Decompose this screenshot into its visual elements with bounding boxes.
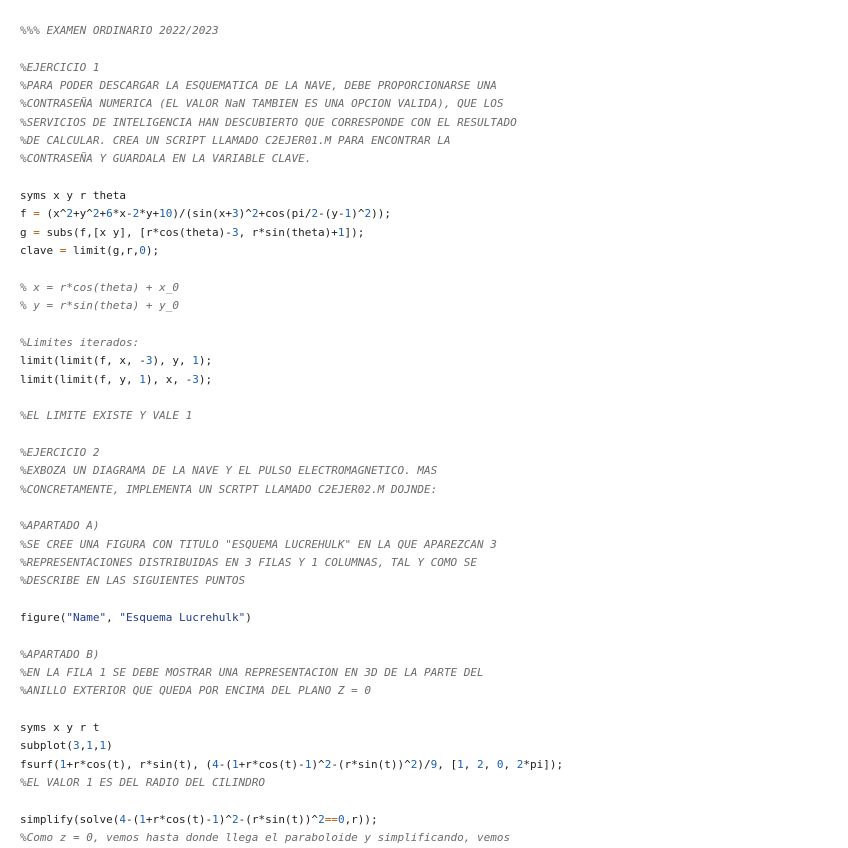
code-token: , <box>483 757 497 771</box>
code-token: ); <box>145 244 160 258</box>
code-token: subplot( <box>20 739 73 753</box>
code-line[interactable] <box>20 646 848 664</box>
code-line[interactable] <box>20 40 848 58</box>
code-token: +cos(pi/ <box>258 207 312 221</box>
code-comment: %EJERCICIO 1 <box>20 60 100 74</box>
code-line[interactable] <box>20 352 848 370</box>
code-token: ); <box>198 372 213 386</box>
code-token: 2 <box>132 207 140 221</box>
code-comment: %Como z = 0, vemos hasta donde llega el paraboloide y simplificando, vemos <box>20 831 511 845</box>
code-token: 0 <box>337 812 345 826</box>
code-line[interactable] <box>20 811 848 829</box>
code-comment: %APARTADO A) <box>20 519 100 533</box>
code-token: (x^ <box>39 207 67 221</box>
code-comment: %EN LA FILA 1 SE DEBE MOSTRAR UNA REPRESENTACION EN 3D DE LA PARTE DEL <box>20 666 484 680</box>
code-token: 2 <box>231 812 239 826</box>
code-comment: %EL LIMITE EXISTE Y VALE 1 <box>20 409 193 423</box>
code-line[interactable] <box>20 260 848 278</box>
code-token: 0 <box>139 244 146 258</box>
code-token: 1 <box>139 372 146 386</box>
code-line[interactable] <box>20 664 848 682</box>
code-token: -( <box>125 812 140 826</box>
code-token: *x- <box>112 207 133 221</box>
code-token: clave <box>20 244 60 258</box>
code-token: 1 <box>192 354 199 368</box>
code-token: 3 <box>231 207 239 221</box>
code-token: syms x y r t <box>20 721 100 735</box>
code-token: = <box>59 244 67 258</box>
code-token: 2 <box>364 207 372 221</box>
code-token: 1 <box>86 739 93 753</box>
code-token: 2 <box>410 757 418 771</box>
code-token: 10 <box>159 207 173 221</box>
code-token: , <box>79 739 87 753</box>
code-token: 3 <box>72 739 80 753</box>
code-comment: %DE CALCULAR. CREA UN SCRIPT LLAMADO C2EJER01.M PARA ENCONTRAR LA <box>20 134 451 148</box>
code-token: 1 <box>344 207 352 221</box>
code-token: 2 <box>324 757 332 771</box>
code-line[interactable] <box>20 150 848 168</box>
code-token: 2 <box>251 207 259 221</box>
code-token: = <box>33 207 40 221</box>
code-line[interactable] <box>20 701 848 719</box>
code-token: )^ <box>238 207 252 221</box>
code-token: 3 <box>145 354 153 368</box>
code-line[interactable] <box>20 517 848 535</box>
code-comment: % y = r*sin(theta) + y_0 <box>20 299 179 313</box>
code-comment: %PARA PODER DESCARGAR LA ESQUEMATICA DE LA NAVE, DEBE PROPORCIONARSE UNA <box>20 79 497 93</box>
code-comment: %CONCRETAMENTE, IMPLEMENTA UN SCRTPT LLAMADO C2EJER02.M DOJNDE: <box>20 482 438 496</box>
code-line[interactable] <box>20 499 848 517</box>
code-comment: %CONTRASEÑA Y GUARDALA EN LA VARIABLE CLAVE. <box>20 152 312 166</box>
code-line[interactable] <box>20 774 848 792</box>
code-token: 2 <box>311 207 319 221</box>
code-token: limit(limit(f, y, <box>20 372 140 386</box>
code-token: +r*cos(t)- <box>238 757 305 771</box>
code-comment: %APARTADO B) <box>20 647 100 661</box>
code-token: -( <box>218 757 232 771</box>
code-token: syms x y r theta <box>20 189 126 203</box>
code-line[interactable] <box>20 756 848 774</box>
code-token: 2 <box>516 757 524 771</box>
code-line[interactable] <box>20 132 848 150</box>
code-token: *y+ <box>139 207 160 221</box>
code-comment: %EL VALOR 1 ES DEL RADIO DEL CILINDRO <box>20 776 266 790</box>
code-line[interactable] <box>20 95 848 113</box>
code-token: -(r*sin(t))^ <box>238 812 319 826</box>
code-comment: %ANILLO EXTERIOR QUE QUEDA POR ENCIMA DEL PLANO Z = 0 <box>20 684 371 698</box>
code-line[interactable] <box>20 389 848 407</box>
code-token: 1 <box>337 225 345 239</box>
code-line[interactable] <box>20 334 848 352</box>
code-line[interactable] <box>20 407 848 425</box>
code-token: 6 <box>106 207 113 221</box>
code-token: 4 <box>119 812 126 826</box>
code-line[interactable] <box>20 77 848 95</box>
code-token: 2 <box>92 207 100 221</box>
code-token: 2 <box>477 757 484 771</box>
code-token: +r*cos(t), r*sin(t), ( <box>66 757 213 771</box>
code-token: , r*sin(theta)+ <box>238 225 338 239</box>
code-line[interactable] <box>20 297 848 315</box>
code-comment: %REPRESENTACIONES DISTRIBUIDAS EN 3 FILAS Y 1 COLUMNAS, TAL Y COMO SE <box>20 555 477 569</box>
code-line[interactable] <box>20 627 848 645</box>
code-comment: %%% EXAMEN ORDINARIO 2022/2023 <box>20 24 219 37</box>
code-token: ,r)); <box>344 812 378 826</box>
code-token: subs(f,[x y], [r*cos(theta)- <box>39 225 232 239</box>
code-line[interactable] <box>20 829 848 847</box>
code-token: ), x, - <box>145 372 193 386</box>
code-token: 1 <box>212 812 219 826</box>
code-token: , <box>503 757 517 771</box>
code-token: ); <box>198 354 213 368</box>
code-token: )); <box>371 207 391 221</box>
code-line[interactable] <box>20 22 848 40</box>
code-token: 2 <box>318 812 325 826</box>
code-line[interactable] <box>20 371 848 389</box>
code-line[interactable] <box>20 682 848 700</box>
code-token: ) <box>106 739 113 753</box>
code-comment: %EJERCICIO 2 <box>20 445 100 459</box>
code-token: f <box>20 207 34 221</box>
code-token: "Esquema Lucrehulk" <box>119 611 246 624</box>
code-token: )^ <box>218 812 232 826</box>
code-token: simplify(solve( <box>20 812 120 826</box>
code-token: ) <box>245 611 252 624</box>
code-comment: %Limites iterados: <box>20 335 140 349</box>
code-token: +y^ <box>73 207 93 221</box>
code-token: ), y, <box>152 354 193 368</box>
code-line[interactable] <box>20 444 848 462</box>
code-line[interactable] <box>20 59 848 77</box>
code-comment: %CONTRASEÑA NUMERICA (EL VALOR NaN TAMBIEN ES UNA OPCION VALIDA), QUE LOS <box>20 97 504 111</box>
code-line[interactable] <box>20 187 848 205</box>
code-line[interactable] <box>20 169 848 187</box>
code-token: , [ <box>437 757 458 771</box>
code-token: , <box>463 757 478 771</box>
code-token: "Name" <box>66 611 107 624</box>
code-line[interactable] <box>20 426 848 444</box>
code-token: -(r*sin(t))^ <box>331 757 411 771</box>
code-line[interactable] <box>20 224 848 242</box>
code-line[interactable] <box>20 572 848 590</box>
code-token: limit(g,r, <box>66 244 140 258</box>
code-token: )/ <box>417 757 431 771</box>
code-line[interactable] <box>20 114 848 132</box>
code-line[interactable] <box>20 591 848 609</box>
code-token: 1 <box>231 757 239 771</box>
code-line[interactable] <box>20 205 848 223</box>
code-line[interactable] <box>20 554 848 572</box>
code-comment: % x = r*cos(theta) + x_0 <box>20 280 179 294</box>
code-token: 1 <box>99 739 107 753</box>
code-line[interactable] <box>20 462 848 480</box>
code-token: fsurf( <box>20 757 60 771</box>
code-token: 9 <box>430 757 438 771</box>
code-line[interactable] <box>20 481 848 499</box>
code-token: 1 <box>457 757 464 771</box>
code-token: )/(sin(x+ <box>172 207 232 221</box>
code-token: = <box>33 225 40 239</box>
code-token: figure( <box>20 611 67 624</box>
code-token: , <box>92 739 100 753</box>
code-line[interactable] <box>20 719 848 737</box>
code-token: +r*cos(t)- <box>145 812 213 826</box>
code-line[interactable] <box>20 279 848 297</box>
code-token: ]); <box>344 225 365 239</box>
code-line[interactable] <box>20 242 848 260</box>
code-token: 3 <box>192 372 199 386</box>
code-token: 1 <box>304 757 312 771</box>
code-token: + <box>99 207 107 221</box>
code-token: -(y- <box>318 207 345 221</box>
code-token: )^ <box>311 757 325 771</box>
code-comment: %EXBOZA UN DIAGRAMA DE LA NAVE Y EL PULSO ELECTROMAGNETICO. MAS <box>20 464 438 478</box>
code-token: )^ <box>351 207 365 221</box>
code-token: , <box>106 611 120 624</box>
code-token: 1 <box>59 757 67 771</box>
code-token: limit(limit(f, x, - <box>20 354 146 368</box>
code-comment: %DESCRIBE EN LAS SIGUIENTES PUNTOS <box>20 574 246 588</box>
code-token: 2 <box>66 207 73 221</box>
code-token: 3 <box>231 225 239 239</box>
code-line[interactable] <box>20 792 848 810</box>
code-comment: %SERVICIOS DE INTELIGENCIA HAN DESCUBIERTO QUE CORRESPONDE CON EL RESULTADO <box>20 115 517 129</box>
code-line[interactable] <box>20 609 848 627</box>
code-line[interactable] <box>20 316 848 334</box>
code-line[interactable] <box>20 536 848 554</box>
code-comment: %SE CREE UNA FIGURA CON TITULO "ESQUEMA LUCREHULK" EN LA QUE APAREZCAN 3 <box>20 537 497 551</box>
code-token: == <box>324 812 338 826</box>
code-token: 1 <box>139 812 146 826</box>
code-token: 4 <box>212 757 219 771</box>
code-token: g <box>20 225 34 239</box>
code-token: *pi]); <box>523 757 564 771</box>
code-line[interactable] <box>20 737 848 755</box>
code-token: 0 <box>496 757 504 771</box>
